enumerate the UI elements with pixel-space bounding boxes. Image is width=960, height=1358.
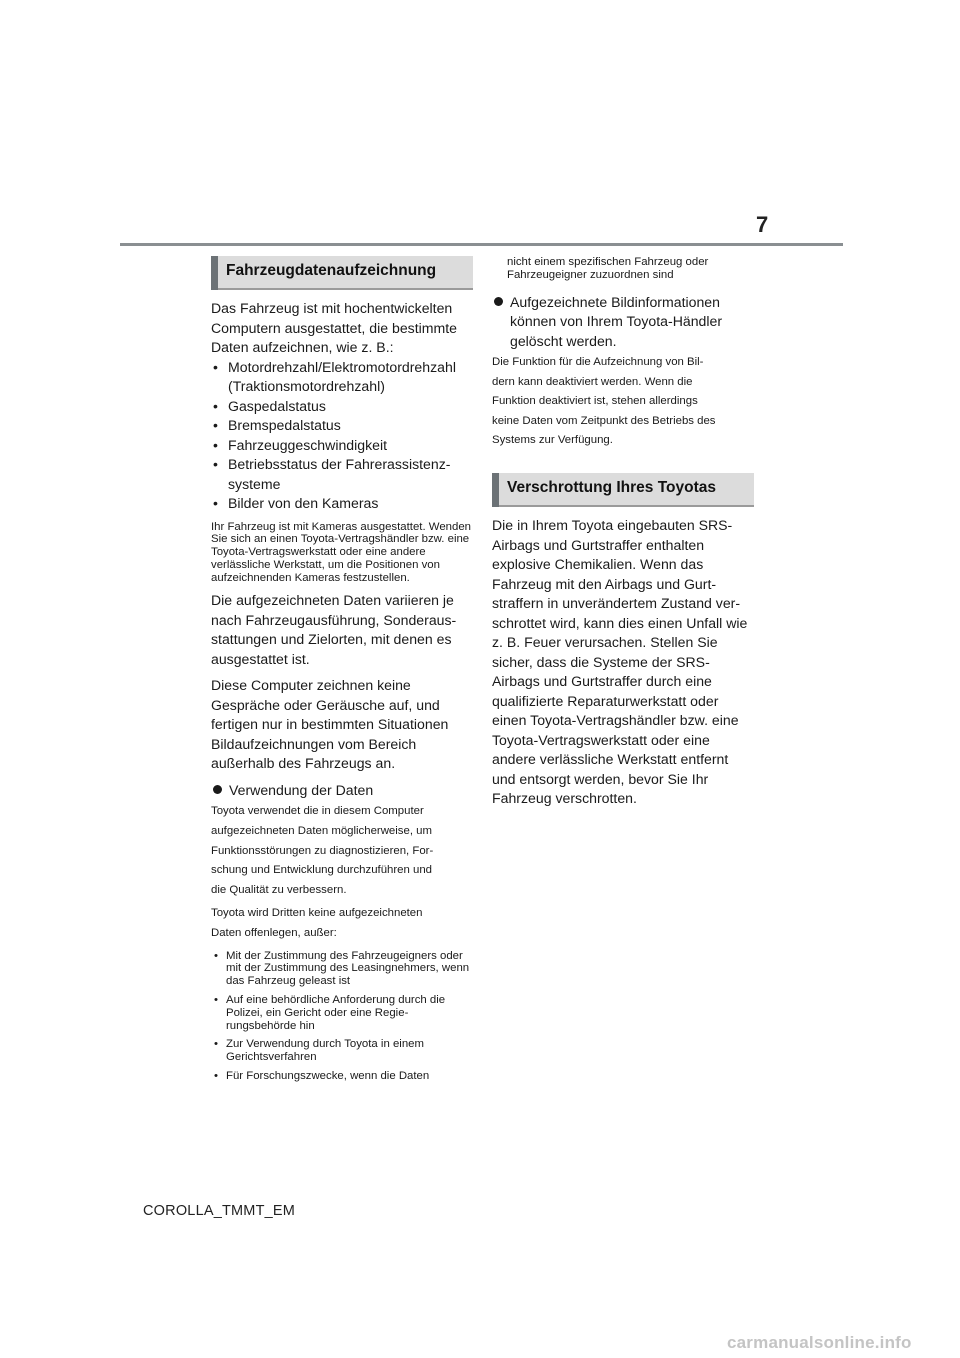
right-column: [492, 256, 754, 809]
page-number: 7: [756, 212, 769, 237]
recorded-data-list: [211, 358, 473, 514]
image-info-subheading: Aufgezeichnete Bildinformationen können von Ihrem Toyota-Händler gelöscht werden.: [492, 293, 754, 352]
paragraph-no-audio: Diese Computer zeichnen keine Gespräche oder Geräusche auf, und fertigen nur in bestimmten Situationen Bildaufzeichnungen vom Bereich außerhalb des Fahrzeugs an.: [211, 677, 449, 772]
list-item: • Für Forschungszwecke, wenn die Daten: [214, 1070, 430, 1083]
header-rule: [120, 243, 843, 246]
paragraph-data-varies: Die aufgezeichneten Daten variieren je nach Fahrzeugausführung, Sonderausstattungen und Zielorten, mit denen es ausgestattet ist.: [211, 592, 457, 667]
bullet-dot-icon: [494, 297, 503, 306]
list-item: • Auf eine behördliche Anforderung durch die Polizei, ein Gericht oder eine Regierungsbehörde hin: [214, 994, 446, 1032]
usage-subheading: Verwendung der Daten: [211, 781, 473, 801]
bullet-dot-icon: [213, 785, 222, 794]
list-item: • Mit der Zustimmung des Fahrzeugeigners oder mit der Zustimmung des Leasingnehmers, wenn das Fahrzeug geleast ist: [214, 949, 470, 988]
list-item: • Motordrehzahl/Elektromotordrehzahl (Traktionsmotordrehzahl): [213, 358, 456, 394]
intro-paragraph: Das Fahrzeug ist mit hochentwickelten Computern ausgestattet, die bestimmte Daten aufzeichnen, wie z. B.:: [211, 300, 457, 355]
usage-paragraph: Toyota verwendet die in diesem Computer aufgezeichneten Daten möglicherweise, um Funktionsstörungen zu diagnostizieren, For- schung und Entwicklung durchzuführen und die Qualität zu verbessern.: [211, 805, 434, 896]
continuation-text: nicht einem spezifischen Fahrzeug oder Fahrzeugeigner zuzuordnen sind: [507, 256, 709, 281]
section-heading-data-recording: Fahrzeugdatenaufzeichnung: [211, 256, 473, 290]
image-function-paragraph: Die Funktion für die Aufzeichnung von Bil- dern kann deaktiviert werden. Wenn die Funktion deaktiviert ist, stehen allerdings keine Daten vom Zeitpunkt des Betriebs des Systems zur Verfügung.: [492, 356, 716, 447]
left-column: [211, 256, 473, 1089]
exceptions-list: [211, 950, 473, 1083]
scrapping-paragraph: Die in Ihrem Toyota eingebauten SRS-Airbags und Gurtstraffer enthalten explosive Chemikalien. Wenn das Fahrzeug mit den Airbags und Gurtstraffern in unverändertem Zustand verschrottet wird, kann dies einen Unfall wie z. B. Feuer verursachen. Stellen Sie sicher, dass die Systeme der SRS-Airbags und Gurtstraffer durch eine qualifizierte Reparaturwerkstatt oder einen Toyota-Vertragshändler bzw. eine Toyota-Vertragswerkstatt oder eine andere verlässliche Werkstatt entfernt und entsorgt werden, bevor Sie Ihr Fahrzeug verschrotten.: [492, 517, 748, 807]
disclosure-paragraph: Toyota wird Dritten keine aufgezeichneten Daten offenlegen, außer:: [211, 907, 423, 940]
list-item: • Bilder von den Kameras: [213, 495, 379, 511]
list-item: • Gaspedalstatus: [213, 397, 326, 414]
list-item: • Zur Verwendung durch Toyota in einem Gerichtsverfahren: [214, 1038, 424, 1064]
section-heading-scrapping: Verschrottung Ihres Toyotas: [492, 473, 754, 507]
camera-note: Ihr Fahrzeug ist mit Kameras ausgestattet. Wenden Sie sich an einen Toyota-Vertragshändler bzw. eine Toyota-Vertragswerkstatt oder eine andere verlässliche Werkstatt, um die Positionen von aufzeichnenden Kameras festzustellen.: [211, 520, 471, 584]
list-item: • Betriebsstatus der Fahrerassistenzsysteme: [213, 456, 451, 492]
list-item: • Fahrzeuggeschwindigkeit: [213, 436, 388, 453]
footer-code: COROLLA_TMMT_EM: [143, 1203, 296, 1219]
list-item: • Bremspedalstatus: [213, 417, 341, 433]
watermark: carmanualsonline.info: [727, 1333, 912, 1352]
